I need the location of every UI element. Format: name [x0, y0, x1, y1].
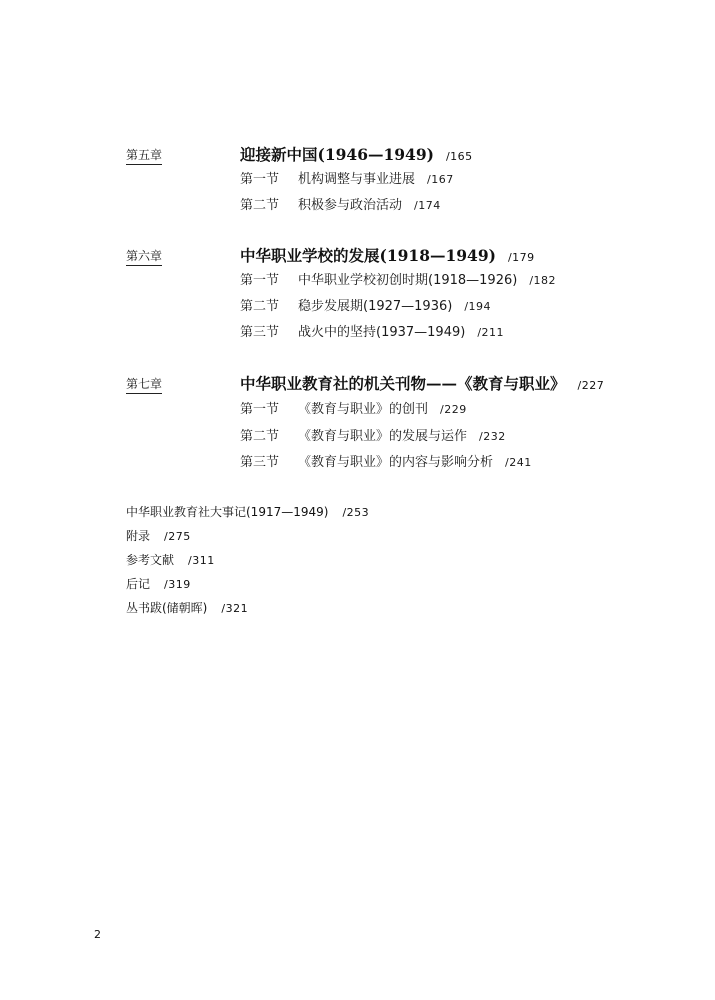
- appendix-series-postscript[interactable]: [126, 600, 248, 617]
- section-line[interactable]: [240, 171, 454, 189]
- appendix-title: 附录: [126, 529, 151, 543]
- section-title: 机构调整与事业进展: [298, 172, 416, 187]
- section-line[interactable]: [240, 454, 532, 472]
- chapter-title-line[interactable]: [240, 246, 535, 268]
- section-page-number: /241: [505, 456, 532, 469]
- section-title: 《教育与职业》的内容与影响分析: [298, 455, 494, 470]
- section-page-number: /194: [464, 300, 492, 313]
- appendix-afterword[interactable]: [126, 576, 191, 593]
- appendix-references[interactable]: [126, 552, 215, 569]
- chapter-page-number: /179: [507, 251, 535, 264]
- section-line[interactable]: [240, 272, 556, 290]
- section-line[interactable]: [240, 428, 506, 446]
- chapter-title: 中华职业学校的发展(1918—1949): [240, 246, 496, 265]
- section-page-number: /229: [440, 403, 467, 416]
- section-title: 《教育与职业》的创刊: [298, 402, 429, 417]
- appendix-title: 丛书跋(储朝晖): [126, 601, 208, 615]
- chapter-page-number: /227: [577, 379, 605, 392]
- section-title: 战火中的坚持(1937—1949): [298, 325, 466, 340]
- appendix-page-number: /321: [221, 602, 249, 615]
- appendix-page-number: /275: [164, 530, 191, 543]
- section-title: 积极参与政治活动: [298, 198, 403, 213]
- chapter-label: 第七章: [126, 376, 162, 394]
- section-number: 第二节: [240, 429, 280, 444]
- appendix-page-number: /311: [188, 554, 215, 567]
- page-number: 2: [94, 928, 101, 941]
- chapter-page-number: /165: [445, 150, 473, 163]
- section-number: 第三节: [240, 455, 280, 470]
- appendix-title: 后记: [126, 577, 151, 591]
- section-title: 稳步发展期(1927—1936): [298, 299, 453, 314]
- section-number: 第二节: [240, 299, 280, 314]
- chapter-title-line[interactable]: [240, 145, 473, 167]
- chapter-label: 第六章: [126, 248, 162, 266]
- section-number: 第一节: [240, 172, 280, 187]
- section-page-number: /174: [414, 199, 441, 212]
- chapter-title: 迎接新中国(1946—1949): [240, 145, 434, 164]
- appendix-chronicle[interactable]: [126, 504, 369, 521]
- section-number: 第三节: [240, 325, 280, 340]
- section-title: 《教育与职业》的发展与运作: [298, 429, 468, 444]
- section-page-number: /232: [479, 430, 506, 443]
- chapter-title: 中华职业教育社的机关刊物——《教育与职业》: [240, 374, 566, 393]
- chapter-label: 第五章: [126, 147, 162, 165]
- section-title: 中华职业学校初创时期(1918—1926): [298, 273, 518, 288]
- section-line[interactable]: [240, 324, 504, 342]
- section-number: 第二节: [240, 198, 280, 213]
- appendix-page-number: /253: [342, 506, 370, 519]
- section-line[interactable]: [240, 401, 467, 419]
- section-page-number: /211: [477, 326, 505, 339]
- appendix-title: 中华职业教育社大事记(1917—1949): [126, 505, 329, 519]
- appendix-title: 参考文献: [126, 553, 175, 567]
- section-line[interactable]: [240, 298, 491, 316]
- appendix-fulu[interactable]: [126, 528, 191, 545]
- chapter-title-line[interactable]: [240, 374, 604, 396]
- section-number: 第一节: [240, 273, 280, 288]
- section-number: 第一节: [240, 402, 280, 417]
- section-page-number: /182: [529, 274, 557, 287]
- section-line[interactable]: [240, 197, 441, 215]
- appendix-page-number: /319: [164, 578, 191, 591]
- section-page-number: /167: [427, 173, 454, 186]
